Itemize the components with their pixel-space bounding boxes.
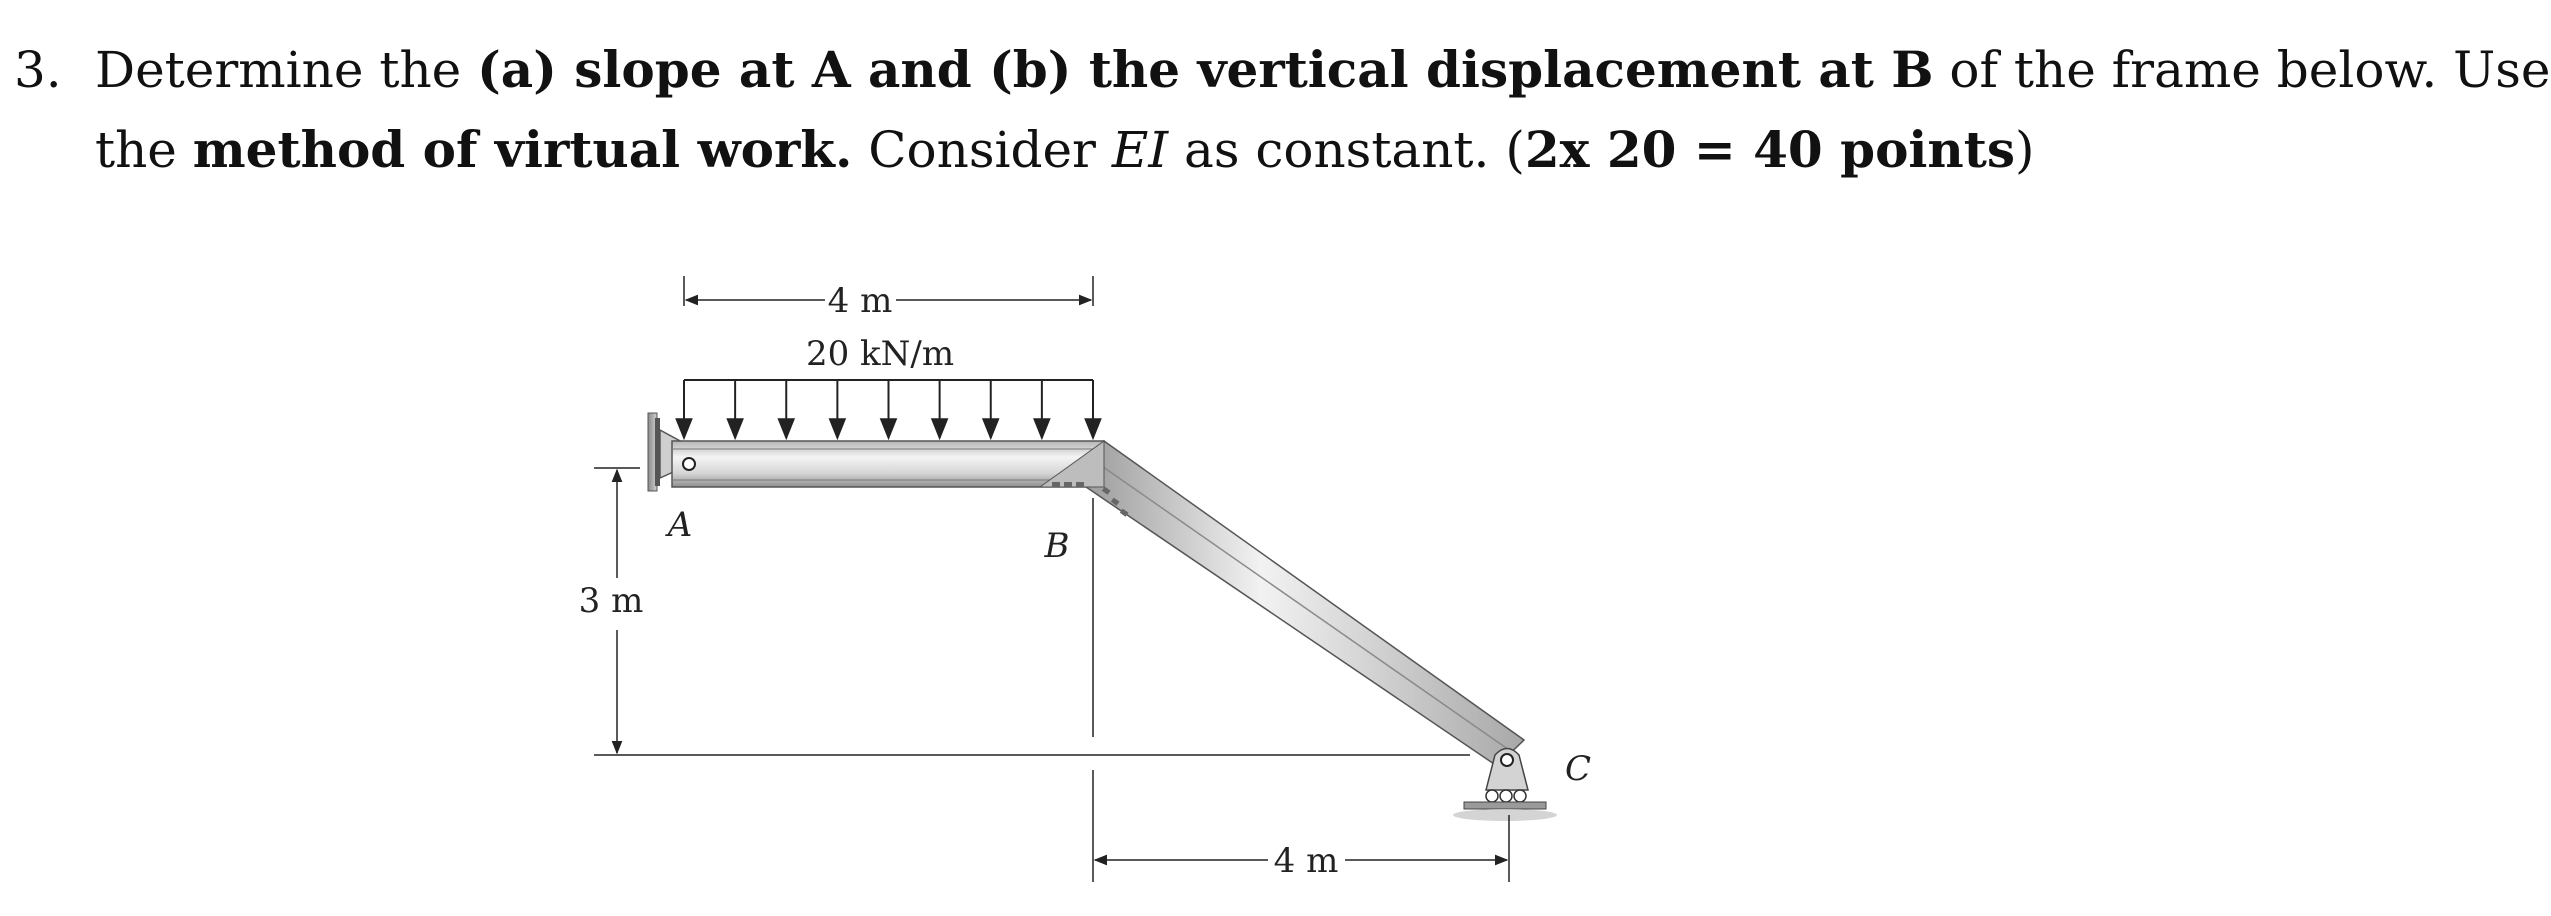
question-text: Determine the (95, 41, 478, 99)
question-emphasis: (a) slope at A and (b) the vertical displacement at B (477, 40, 1934, 99)
roller-support-c (1453, 749, 1557, 822)
question-text: the (95, 121, 193, 179)
member-ab (672, 441, 1104, 487)
top-dimension-label: 4 m (827, 281, 893, 321)
question-number: 3. (14, 41, 62, 99)
distributed-load (684, 380, 1093, 438)
question-text: ) (2015, 121, 2035, 179)
question-text: as constant. ( (1168, 121, 1525, 179)
load-label: 20 kN/m (805, 334, 955, 374)
question-points: 2x 20 = 40 points (1524, 120, 2016, 179)
bottom-dimension (1095, 841, 1507, 881)
left-dimension (579, 470, 644, 753)
top-dimension (684, 276, 1093, 321)
question-emphasis: method of virtual work. (192, 120, 853, 179)
label-a: A (667, 505, 693, 545)
member-bc (1040, 441, 1524, 766)
question-ei-symbol: EI (1111, 121, 1169, 179)
pin-c (1501, 754, 1513, 766)
pin-a (683, 458, 695, 470)
label-c: C (1564, 749, 1592, 789)
label-b: B (1044, 526, 1070, 566)
question-text: of the frame below. Use (1933, 41, 2551, 99)
question-text: Consider (852, 121, 1112, 179)
bottom-dimension-label: 4 m (1273, 841, 1339, 881)
load-arrows (684, 380, 1093, 438)
left-dimension-label: 3 m (578, 581, 644, 621)
